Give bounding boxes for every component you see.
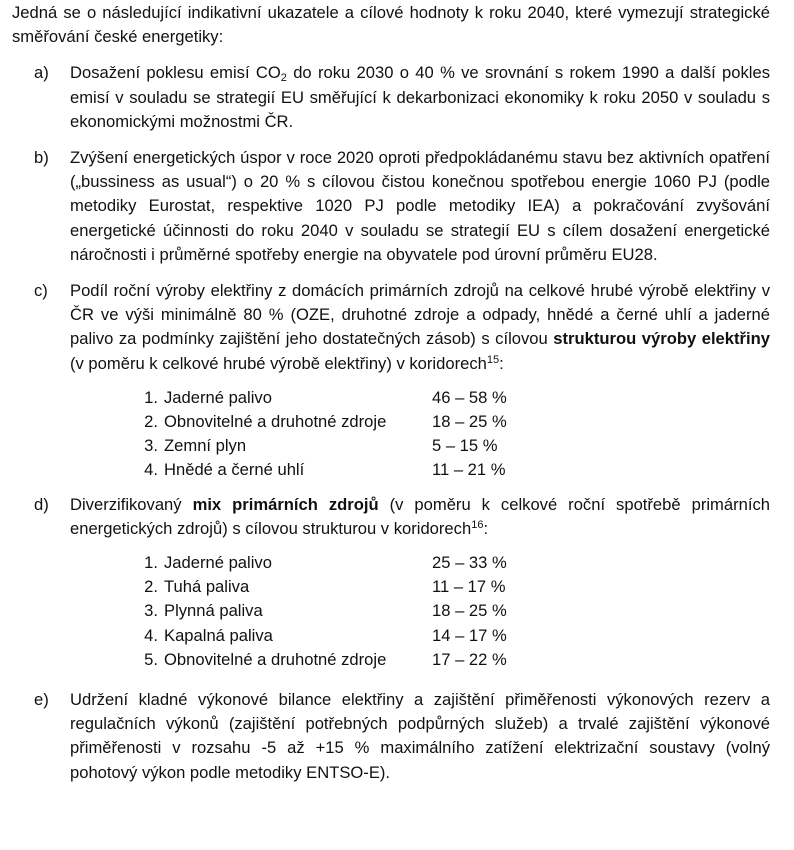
sublist-label: Hnědé a černé uhlí bbox=[164, 460, 305, 480]
sublist-item bbox=[70, 410, 770, 434]
sublist-label: Jaderné palivo bbox=[164, 387, 272, 407]
item-letter: b) bbox=[34, 148, 49, 168]
sublist-label: Plynná paliva bbox=[164, 601, 263, 621]
sublist-item bbox=[70, 434, 770, 458]
text-segment: Diverzifikovaný bbox=[70, 494, 193, 514]
sublist-item bbox=[70, 599, 770, 623]
sublist-label: Zemní plyn bbox=[164, 436, 247, 456]
sublist-value: 25 – 33 % bbox=[432, 553, 507, 572]
sublist-item bbox=[70, 575, 770, 599]
list-item-c bbox=[12, 279, 770, 483]
sublist-number: 2. bbox=[144, 412, 158, 432]
list-item-d bbox=[12, 493, 770, 672]
sublist-number: 5. bbox=[144, 649, 158, 669]
text-segment: : bbox=[483, 518, 489, 538]
electricity-structure-list bbox=[70, 386, 770, 483]
item-text bbox=[70, 61, 770, 134]
sublist-value: 46 – 58 % bbox=[432, 387, 507, 407]
sublist-label: Obnovitelné a druhotné zdroje bbox=[164, 649, 387, 669]
sublist-value: 17 – 22 % bbox=[432, 649, 507, 669]
sublist-value: 11 – 17 % bbox=[432, 577, 506, 597]
sublist-item bbox=[70, 624, 770, 648]
list-item-a bbox=[12, 61, 770, 134]
sublist-label: Kapalná paliva bbox=[164, 625, 273, 645]
list-item-b bbox=[12, 146, 770, 267]
item-text bbox=[70, 279, 770, 376]
sublist-value: 5 – 15 % bbox=[432, 436, 498, 456]
sublist-label: Jaderné palivo bbox=[164, 553, 272, 572]
primary-sources-list bbox=[70, 551, 770, 672]
subscript: 2 bbox=[280, 72, 287, 85]
sublist-item bbox=[70, 386, 770, 410]
sublist-item bbox=[70, 458, 770, 482]
footnote-ref: 15 bbox=[486, 353, 500, 366]
item-letter: e) bbox=[34, 689, 49, 709]
item-text: Zvýšení energetických úspor v roce 2020 oproti předpokládanému stavu bez aktivních opatření („bussiness as usual“) o 20 % s cílovou čistou konečnou spotřebou energie 1060 PJ (podle metodiky Eurostat, respektive 1020 PJ podle metodiky IEA) a pokračování zvyšování energetické účinnosti do roku 2040 v souladu se strategií EU s cílem dosažení energetické náročnosti i průměrné spotřeby energie na obyvatele pod úrovní průměru EU28. bbox=[70, 148, 770, 264]
sublist-label: Tuhá paliva bbox=[164, 577, 250, 597]
text-segment: (v poměru k celkové hrubé výrobě elektřiny) v koridorech bbox=[70, 353, 487, 373]
bold-term: mix primárních zdrojů bbox=[192, 494, 379, 514]
sublist-number: 1. bbox=[144, 387, 158, 407]
text-segment: (v poměru k celkové roční spotřebě primárních energetických zdrojů) s cílovou strukturou v koridorech bbox=[70, 494, 770, 538]
bold-term: strukturou výroby elektřiny bbox=[553, 329, 770, 349]
sublist-item bbox=[70, 551, 770, 575]
text-segment: Podíl roční výroby elektřiny z domácích primárních zdrojů na celkové hrubé výrobě elektřiny v ČR ve výši minimálně 80 % (OZE, druhotné zdroje a odpady, hnědé a černé uhlí a jaderné palivo za podmínky zajištění jeho dostatečných zásob) s cílovou bbox=[70, 281, 770, 349]
text-segment: Dosažení poklesu emisí CO bbox=[70, 63, 281, 83]
sublist-number: 1. bbox=[144, 553, 158, 572]
intro-paragraph: Jedná se o následující indikativní ukazatele a cílové hodnoty k roku 2040, které vymezují strategické směřování české energetiky: bbox=[12, 3, 770, 47]
sublist-number: 4. bbox=[144, 625, 158, 645]
text-segment: : bbox=[499, 353, 504, 373]
sublist-value: 18 – 25 % bbox=[432, 412, 507, 432]
item-letter: c) bbox=[34, 281, 48, 301]
item-text bbox=[70, 493, 770, 541]
footnote-ref: 16 bbox=[471, 518, 484, 531]
item-letter: d) bbox=[34, 494, 49, 514]
text-segment: do roku 2030 o 40 % ve srovnání s rokem 1990 a další pokles emisí v souladu se strategií EU směřující k dekarbonizaci ekonomiky k roku 2050 v souladu s ekonomickými možnostmi ČR. bbox=[70, 63, 770, 131]
item-letter: a) bbox=[34, 63, 49, 83]
sublist-label: Obnovitelné a druhotné zdroje bbox=[164, 412, 387, 432]
sublist-value: 11 – 21 % bbox=[432, 460, 506, 480]
sublist-value: 14 – 17 % bbox=[432, 625, 507, 645]
sublist-number: 3. bbox=[144, 436, 158, 456]
sublist-value: 18 – 25 % bbox=[432, 601, 507, 621]
item-text: Udržení kladné výkonové bilance elektřiny a zajištění přiměřenosti výkonových rezerv a regulačních výkonů (zajištění potřebných podpůrných služeb) a trvalé zajištění výkonové přiměřenosti v rozsahu -5 až +15 % maximálního zatížení elektrizační soustavy (volný pohotový výkon podle metodiky ENTSO-E). bbox=[70, 689, 770, 782]
sublist-number: 3. bbox=[144, 601, 158, 621]
document-page bbox=[12, 1, 770, 785]
sublist-item bbox=[70, 648, 770, 672]
sublist-number: 4. bbox=[144, 460, 158, 480]
list-item-e bbox=[12, 688, 770, 785]
sublist-number: 2. bbox=[144, 577, 158, 597]
